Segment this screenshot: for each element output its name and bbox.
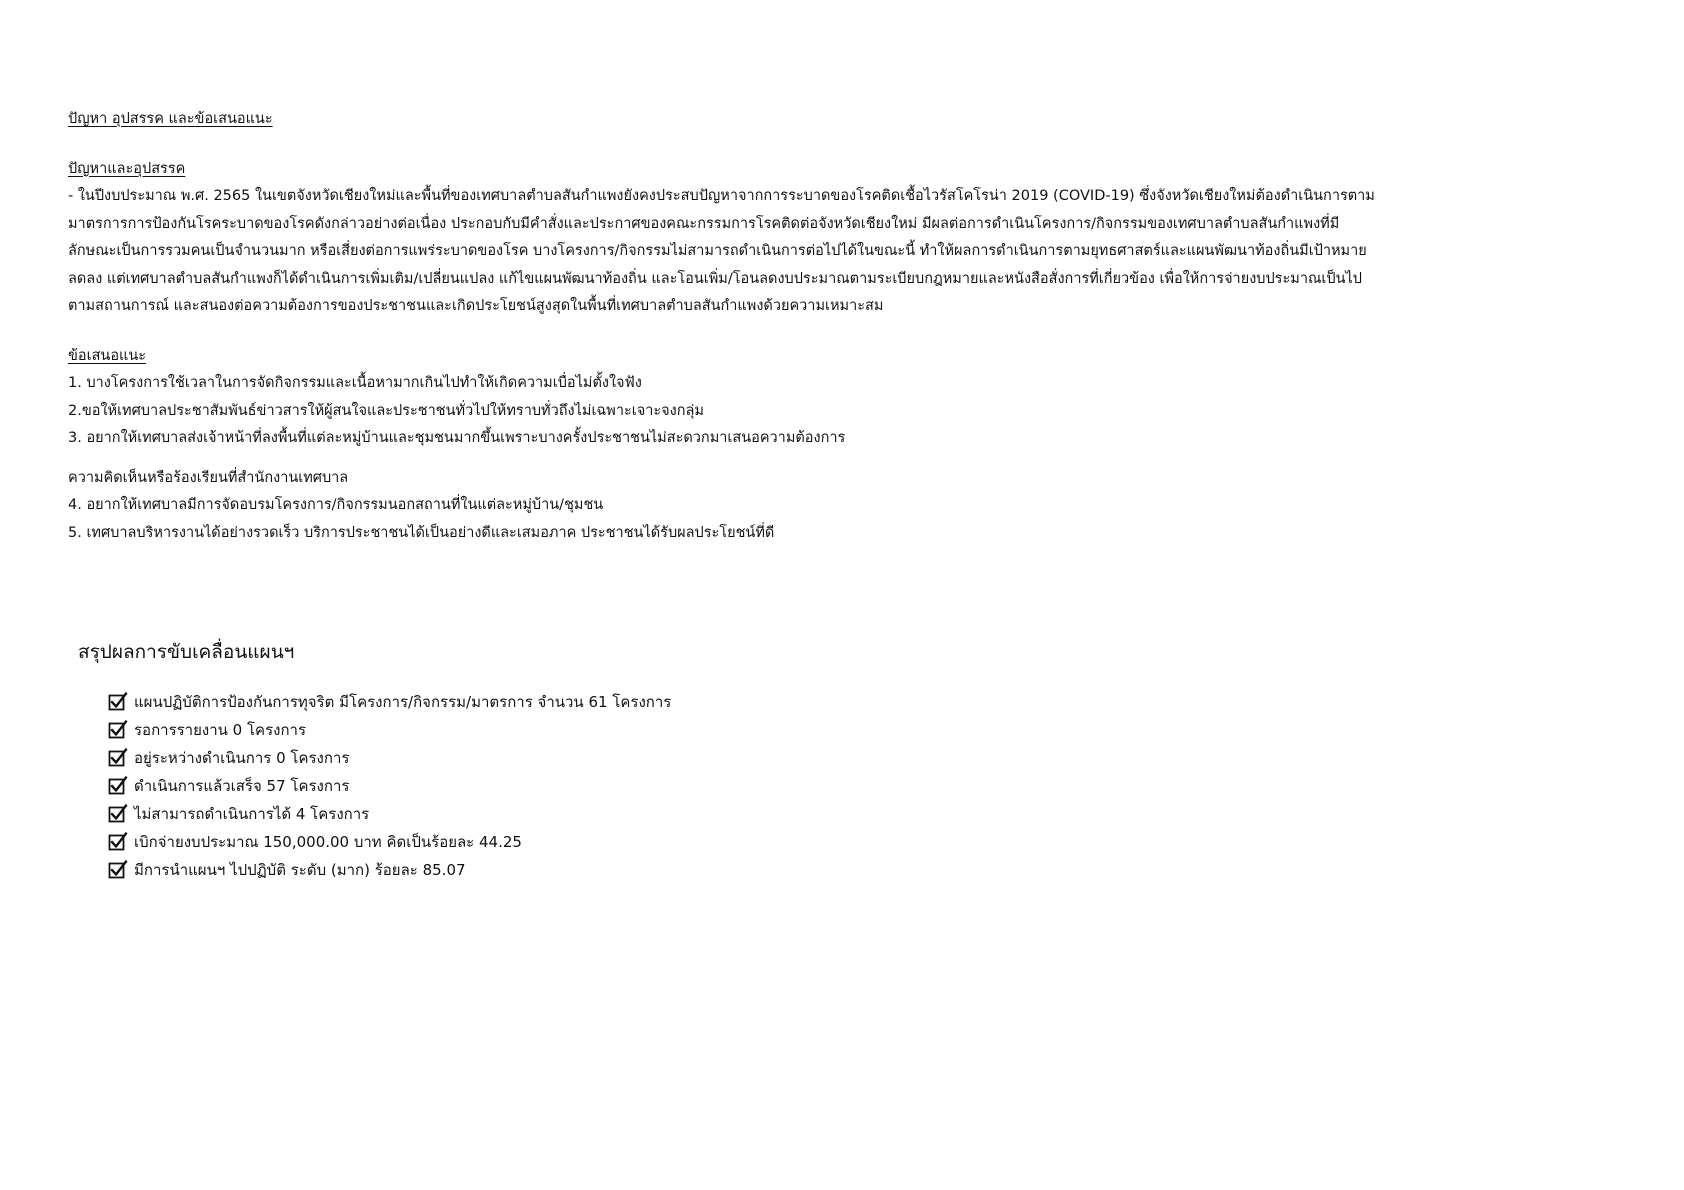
suggestions-heading: ข้อเสนอแนะ [68,347,147,364]
summary-item [108,828,978,856]
suggestion-item: 3. อยากให้เทศบาลส่งเจ้าหน้าที่ลงพื้นที่แต่ละหมู่บ้านและชุมชนมากขึ้นเพราะบางครั้งประชาชนไม่สะดวกมาเสนอความต้องการ [68,430,846,446]
problems-line: มาตรการการป้องกันโรคระบาดของโรคดังกล่าวอย่างต่อเนื่อง ประกอบกับมีคำสั่งและประกาศของคณะกรรมการโรคติดต่อจังหวัดเชียงใหม่ มีผลต่อการดำเนินโครงการ/กิจกรรมของเทศบาลตำบลสันกำแพงที่มี [68,215,1340,232]
summary-section [78,638,978,884]
document-body [68,106,1488,547]
summary-item [108,688,978,716]
summary-checklist [78,688,978,884]
summary-item [108,856,978,884]
summary-item-text: อยู่ระหว่างดำเนินการ 0 โครงการ [134,749,350,767]
suggestion-item: 2.ขอให้เทศบาลประชาสัมพันธ์ข่าวสารให้ผู้สนใจและประชาชนทั่วไปให้ทราบทั่วถึงไม่เฉพาะเจาะจงกลุ่ม [68,402,704,419]
problems-line: ลดลง แต่เทศบาลตำบลสันกำแพงก็ได้ดำเนินการเพิ่มเติม/เปลี่ยนแปลง แก้ไขแผนพัฒนาท้องถิ่น และโอนเพิ่ม/โอนลดงบประมาณตามระเบียบกฎหมายและหนังสือสั่งการที่เกี่ยวข้อง เพื่อให้การจ่ายงบประมาณเป็นไป [68,270,1362,287]
suggestions-heading-wrap [68,343,1488,371]
problems-heading: ปัญหาและอุปสรรค [68,160,186,177]
checked-box-icon [108,776,128,796]
problems-line: ตามสถานการณ์ และสนองต่อความต้องการของประชาชนและเกิดประโยชน์สูงสุดในพื้นที่เทศบาลตำบลสันกำแพงด้วยความเหมาะสม [68,298,884,314]
comment-item: 5. เทศบาลบริหารงานได้อย่างรวดเร็ว บริการประชาชนได้เป็นอย่างดีและเสมอภาค ประชาชนได้รับผลประโยชน์ที่ดี [68,524,775,541]
checked-box-icon [108,860,128,880]
summary-item [108,744,978,772]
problems-line: - ในปีงบประมาณ พ.ศ. 2565 ในเขตจังหวัดเชียงใหม่และพื้นที่ของเทศบาลตำบลสันกำแพงยังคงประสบปัญหาจากการระบาดของโรคติดเชื้อไวรัสโคโรน่า 2019 (COVID-19) ซึ่งจังหวัดเชียงใหม่ต้องดำเนินการตาม [68,188,1375,204]
checked-box-icon [108,804,128,824]
checked-box-icon [108,720,128,740]
comments-heading: ความคิดเห็นหรือร้องเรียนที่สำนักงานเทศบาล [68,469,349,486]
checked-box-icon [108,748,128,768]
summary-item-text: เบิกจ่ายงบประมาณ 150,000.00 บาท คิดเป็นร้อยละ 44.25 [134,833,522,851]
suggestions-list [68,370,1488,453]
suggestion-item: 1. บางโครงการใช้เวลาในการจัดกิจกรรมและเนื้อหามากเกินไปทำให้เกิดความเบื่อไม่ตั้งใจฟัง [68,375,642,391]
main-heading-wrap [68,106,1488,134]
checked-box-icon [108,692,128,712]
summary-title: สรุปผลการขับเคลื่อนแผนฯ [78,641,295,663]
summary-item [108,772,978,800]
summary-item-text: ไม่สามารถดำเนินการได้ 4 โครงการ [134,805,370,823]
checked-box-icon [108,832,128,852]
summary-item [108,800,978,828]
comment-item: 4. อยากให้เทศบาลมีการจัดอบรมโครงการ/กิจกรรมนอกสถานที่ในแต่ละหมู่บ้าน/ชุมชน [68,497,604,513]
summary-item-text: มีการนำแผนฯ ไปปฏิบัติ ระดับ (มาก) ร้อยละ 85.07 [134,861,466,879]
problems-line: ลักษณะเป็นการรวมคนเป็นจำนวนมาก หรือเสี่ยงต่อการแพร่ระบาดของโรค บางโครงการ/กิจกรรมไม่สามารถดำเนินการต่อไปได้ในขณะนี้ ทำให้ผลการดำเนินการตามยุทธศาสตร์และแผนพัฒนาท้องถิ่นมีเป้าหมาย [68,243,1367,259]
summary-item-text: แผนปฏิบัติการป้องกันการทุจริต มีโครงการ/กิจกรรม/มาตรการ จำนวน 61 โครงการ [134,693,672,711]
document-title: ปัญหา อุปสรรค และข้อเสนอแนะ [68,111,273,127]
summary-item-text: ดำเนินการแล้วเสร็จ 57 โครงการ [134,777,350,795]
problems-heading-wrap [68,156,1488,184]
summary-item [108,716,978,744]
summary-item-text: รอการรายงาน 0 โครงการ [134,721,307,739]
problems-paragraph [68,183,1488,321]
comments-list [68,492,1488,547]
